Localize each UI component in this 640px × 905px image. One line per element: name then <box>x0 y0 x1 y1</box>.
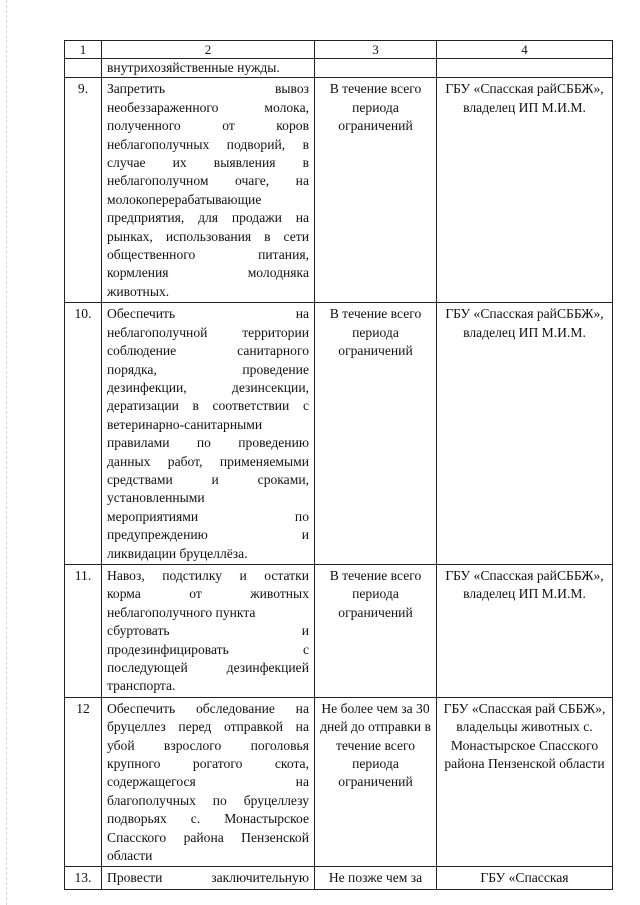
header-row <box>65 41 613 59</box>
table-row <box>65 564 613 697</box>
measure-text-line: предупреждению и <box>107 527 309 543</box>
measure-text-line: общественного питания, <box>107 247 309 263</box>
responsible-text: ГБУ «Спасская <box>437 867 613 889</box>
measure-text <box>102 303 315 565</box>
header-col-1: 1 <box>65 41 102 59</box>
measure-text-line: неблагополучном очаге, на <box>107 173 309 189</box>
header-col-4: 4 <box>437 41 613 59</box>
row-number: 9. <box>65 78 102 303</box>
measure-text <box>102 564 315 697</box>
measure-text-line: продезинфицировать с <box>107 641 309 657</box>
measure-text-line: Навоз, подстилку и остатки <box>107 567 309 583</box>
measure-text-line: убой взрослого поголовья <box>107 737 309 753</box>
continuation-term-cell <box>315 59 437 78</box>
measure-text <box>102 867 315 889</box>
measure-text-line: транспорта. <box>107 678 176 694</box>
measure-text-line: дезинфекции, дезинсекции, <box>107 379 309 395</box>
measure-text-line: бруцеллез перед отправкой на <box>107 719 309 735</box>
measure-text-line: сбуртовать и <box>107 623 309 639</box>
measure-text-line: установленными <box>107 490 205 506</box>
measure-text-line: данных работ, применяемыми <box>107 453 309 469</box>
row-number: 10. <box>65 303 102 565</box>
measure-text-line: случае их выявления в <box>107 155 309 171</box>
row-number: 12 <box>65 697 102 867</box>
responsible-text: ГБУ «Спасская райСББЖ», владелец ИП М.И.М. <box>437 564 613 697</box>
measure-text <box>102 78 315 303</box>
measure-text-line: Провести заключительную <box>107 870 309 886</box>
measure-text-line: предприятия, для продажи на <box>107 210 309 226</box>
measure-text-line: Обеспечить обследование на <box>107 700 309 716</box>
measure-text-line: корма от животных <box>107 586 309 602</box>
measure-text-line: Спасского района Пензенской <box>107 829 309 845</box>
term-text: В течение всего периода ограничений <box>315 303 437 565</box>
row-number: 11. <box>65 564 102 697</box>
continuation-num-cell <box>65 59 102 78</box>
measure-text-line: Обеспечить на <box>107 306 309 322</box>
measure-text-line: дератизации в соответствии с <box>107 398 309 414</box>
measure-text-line: Запретить вывоз <box>107 81 309 97</box>
measure-text-line: неблагополучной территории <box>107 324 309 340</box>
table-row <box>65 867 613 889</box>
header-col-3: 3 <box>315 41 437 59</box>
measure-text-line: порядка, проведение <box>107 361 309 377</box>
table-row <box>65 78 613 303</box>
responsible-text: ГБУ «Спасская райСББЖ», владелец ИП М.И.М. <box>437 78 613 303</box>
measure-text-line: подворьях с. Монастырское <box>107 811 309 827</box>
measure-text-line: крупного рогатого скота, <box>107 756 309 772</box>
measure-text-line: правилами по проведению <box>107 435 309 451</box>
table-row <box>65 697 613 867</box>
term-text: Не более чем за 30 дней до отправки в течение всего периода ограничений <box>315 697 437 867</box>
continuation-text: внутрихозяйственные нужды. <box>102 59 315 78</box>
measure-text-line: неблагополучных подворий, в <box>107 136 309 152</box>
measure-text-line: благополучных по бруцеллезу <box>107 792 309 808</box>
measure-text <box>102 697 315 867</box>
continuation-responsible-cell <box>437 59 613 78</box>
measure-text-line: мероприятиями по <box>107 508 309 524</box>
measure-text-line: соблюдение санитарного <box>107 343 309 359</box>
measure-text-line: молокоперерабатывающие <box>107 191 262 207</box>
measure-text-line: области <box>107 848 153 864</box>
measure-text-line: средствами и сроками, <box>107 471 309 487</box>
measure-text-line: полученного от коров <box>107 118 309 134</box>
measure-text-line: ликвидации бруцеллёза. <box>107 545 248 561</box>
measure-text-line: кормления молодняка <box>107 265 309 281</box>
measures-table <box>64 40 613 890</box>
responsible-text: ГБУ «Спасская райСББЖ», владелец ИП М.И.М. <box>437 303 613 565</box>
header-col-2: 2 <box>102 41 315 59</box>
measure-text-line: содержащегося на <box>107 774 309 790</box>
term-text: Не позже чем за <box>315 867 437 889</box>
measure-text-line: ветеринарно-санитарными <box>107 416 263 432</box>
responsible-text: ГБУ «Спасская рай СББЖ», владельцы животных с. Монастырское Спасского района Пензенской области <box>437 697 613 867</box>
term-text: В течение всего периода ограничений <box>315 78 437 303</box>
scan-edge-line <box>6 0 8 905</box>
term-text: В течение всего периода ограничений <box>315 564 437 697</box>
measure-text-line: последующей дезинфекцией <box>107 660 309 675</box>
table-row <box>65 303 613 565</box>
measure-text-line: животных. <box>107 283 170 299</box>
measure-text-line: рынках, использования в сети <box>107 228 309 244</box>
continuation-row <box>65 59 613 78</box>
measure-text-line: неблагополучного пункта <box>107 604 256 620</box>
row-number: 13. <box>65 867 102 889</box>
measure-text-line: необеззараженного молока, <box>107 99 309 115</box>
